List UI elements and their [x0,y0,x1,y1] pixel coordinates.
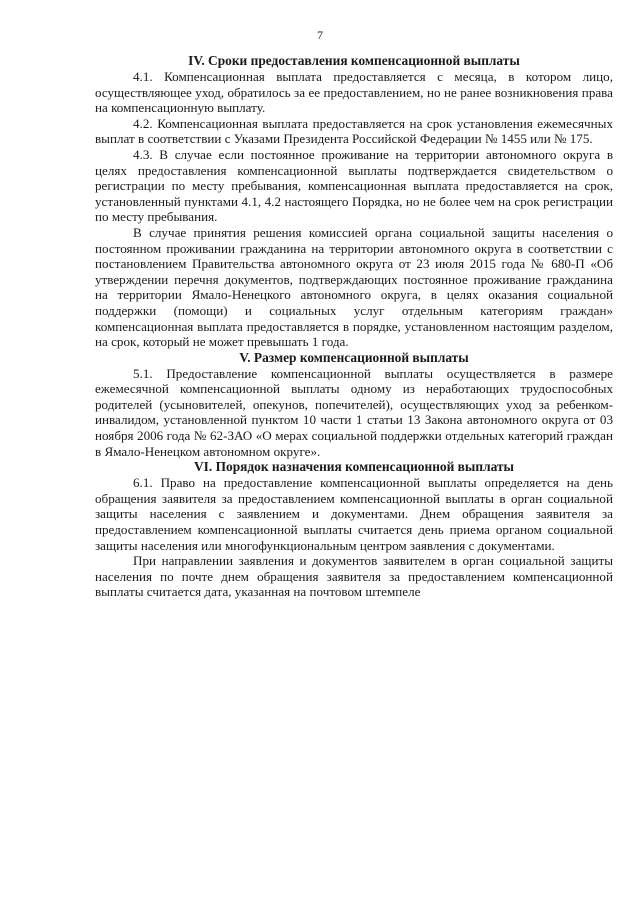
paragraph-6-1: 6.1. Право на предоставление компенсационной выплаты определяется на день обращения заявителя за предоставлением компенсационной выплаты в орган социальной защиты населения с заявлением и документами. Днем обращения заявителя за предоставлением компенсационной выплаты считается день приема органом социальной защиты населения или многофункциональным центром заявления с документами. [95,475,613,553]
page-number: 7 [317,28,323,42]
paragraph-4-3: 4.3. В случае если постоянное проживание на территории автономного округа в целях предоставления компенсационной выплаты подтверждается свидетельством о регистрации по месту пребывания, компенсационная выплата предоставляется на срок, установленный пунктами 4.1, 4.2 настоящего Порядка, но не более чем на срок регистрации по месту пребывания. [95,146,613,225]
paragraph-5-1: 5.1. Предоставление компенсационной выплаты осуществляется в размере ежемесячной компенсационной выплаты одному из неработающих трудоспособных родителей (усыновителей, опекунов, попечителей), осуществляющих уход за ребенком-инвалидом, установленной пунктом 10 части 1 статьи 13 Закона автономного округа от 03 ноября 2006 года № 62-ЗАО «О мерах социальной поддержки отдельных категорий граждан в Ямало-Ненецком автономном округе». [95,365,613,459]
paragraph-4-3-commission: В случае принятия решения комиссией органа социальной защиты населения о постоянном проживании гражданина на территории автономного округа в соответствии с постановлением Правительства автономного округа от 23 июля 2015 года № 680-П «Об утверждении перечня документов, подтверждающих постоянное проживание гражданина на территории Ямало-Ненецкого автономного округа, в целях оказания социальной поддержки (помощи) и социальных услуг отдельным категориям граждан» компенсационная выплата предоставляется в порядке, установленном настоящим разделом, на срок, который не может превышать 1 года. [95,224,613,350]
section-title-iv: IV. Сроки предоставления компенсационной выплаты [188,53,520,68]
section-title-v: V. Размер компенсационной выплаты [239,349,469,365]
document-body [95,53,613,600]
paragraph-4-1: 4.1. Компенсационная выплата предоставляется с месяца, в котором лицо, осуществляющее уход, обратилось за ее предоставлением, но не ранее возникновения права на компенсационную выплату. [95,69,613,116]
paragraph-6-1-post: При направлении заявления и документов заявителем в орган социальной защиты населения по почте днем обращения заявителя за предоставлением компенсационной выплаты считается дата, указанная на почтовом штемпеле [95,553,613,600]
section-title-vi: VI. Порядок назначения компенсационной выплаты [194,459,514,475]
paragraph-4-2: 4.2. Компенсационная выплата предоставляется на срок установления ежемесячных выплат в соответствии с Указами Президента Российской Федерации № 1455 или № 175. [95,115,613,147]
